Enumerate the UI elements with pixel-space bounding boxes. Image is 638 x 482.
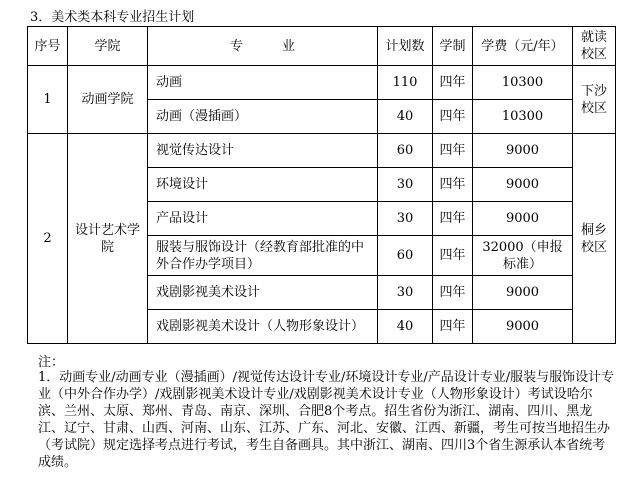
college-cell: 设计艺术学院 bbox=[68, 134, 148, 344]
system-cell: 四年 bbox=[433, 168, 473, 202]
fee-cell: 9000 bbox=[473, 276, 573, 310]
fee-cell: 32000（申报标准） bbox=[473, 236, 573, 276]
system-cell: 四年 bbox=[433, 202, 473, 236]
major-cell: 戏剧影视美术设计 bbox=[148, 276, 378, 310]
system-cell: 四年 bbox=[433, 236, 473, 276]
notes bbox=[38, 369, 618, 471]
major-cell: 动画（漫插画） bbox=[148, 100, 378, 134]
campus-cell: 桐乡校区 bbox=[573, 134, 616, 344]
header-college: 学院 bbox=[68, 27, 148, 66]
fee-cell: 9000 bbox=[473, 310, 573, 344]
major-cell: 环境设计 bbox=[148, 168, 378, 202]
fee-cell: 9000 bbox=[473, 134, 573, 168]
system-cell: 四年 bbox=[433, 276, 473, 310]
major-cell: 动画 bbox=[148, 66, 378, 100]
note-paragraph: 1．动画专业/动画专业（漫插画）/视觉传达设计专业/环境设计专业/产品设计专业/服装与服饰设计专业（中外合作办学）/戏剧影视美术设计专业/戏剧影视美术设计专业（人物形象设计）考试设哈尔滨、兰州、太原、郑州、青岛、南京、深圳、合肥8个考点。招生省份为浙江、湖南、四川、黑龙江、辽宁、甘肃、山西、河南、山东、江苏、广东、河北、安徽、江西、新疆，考生可按当地招生办（考试院）规定选择考点进行考试，考生自备画具。其中浙江、湖南、四川3个省生源承认本省统考成绩。 bbox=[38, 370, 615, 470]
college-cell: 动画学院 bbox=[68, 66, 148, 134]
plan-cell: 60 bbox=[378, 134, 433, 168]
major-cell: 视觉传达设计 bbox=[148, 134, 378, 168]
plan-cell: 30 bbox=[378, 276, 433, 310]
fee-cell: 9000 bbox=[473, 168, 573, 202]
major-cell: 产品设计 bbox=[148, 202, 378, 236]
plan-cell: 30 bbox=[378, 168, 433, 202]
page-title: 3．美术类本科专业招生计划 bbox=[30, 10, 195, 25]
campus-cell: 下沙校区 bbox=[573, 66, 616, 134]
plan-cell: 40 bbox=[378, 310, 433, 344]
plan-cell: 110 bbox=[378, 66, 433, 100]
notes-label: 注： bbox=[38, 355, 65, 370]
seq-cell: 1 bbox=[28, 66, 68, 134]
system-cell: 四年 bbox=[433, 100, 473, 134]
enrollment-plan-table bbox=[27, 26, 616, 344]
plan-cell: 40 bbox=[378, 100, 433, 134]
header-seq: 序号 bbox=[28, 27, 68, 66]
table-row bbox=[28, 66, 616, 100]
seq-cell: 2 bbox=[28, 134, 68, 344]
fee-cell: 9000 bbox=[473, 202, 573, 236]
header-plan: 计划数 bbox=[378, 27, 433, 66]
table-row bbox=[28, 134, 616, 168]
header-major: 专 业 bbox=[148, 27, 378, 66]
system-cell: 四年 bbox=[433, 310, 473, 344]
header-campus: 就读校区 bbox=[573, 27, 616, 66]
major-cell: 服装与服饰设计（经教育部批准的中外合作办学项目） bbox=[148, 236, 378, 276]
header-row bbox=[28, 27, 616, 66]
major-cell: 戏剧影视美术设计（人物形象设计） bbox=[148, 310, 378, 344]
plan-cell: 60 bbox=[378, 236, 433, 276]
plan-cell: 30 bbox=[378, 202, 433, 236]
system-cell: 四年 bbox=[433, 134, 473, 168]
header-fee: 学费（元/年） bbox=[473, 27, 573, 66]
header-system: 学制 bbox=[433, 27, 473, 66]
system-cell: 四年 bbox=[433, 66, 473, 100]
fee-cell: 10300 bbox=[473, 66, 573, 100]
fee-cell: 10300 bbox=[473, 100, 573, 134]
